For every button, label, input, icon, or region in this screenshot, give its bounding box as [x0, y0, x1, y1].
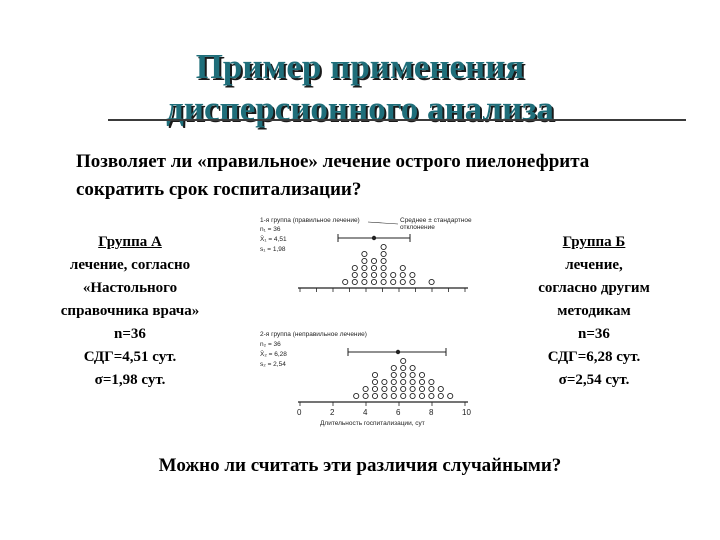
top-panel-label: 1-я группа (правильное лечение): [260, 217, 360, 224]
bottom-group-dot: [382, 386, 387, 391]
bottom-panel-stat: s₂ = 2,54: [260, 361, 286, 368]
group-b-line: СДГ=6,28 сут.: [547, 349, 641, 365]
bottom-group-dot: [372, 386, 377, 391]
bottom-group-dot: [354, 393, 359, 398]
bottom-group-dot: [391, 365, 396, 370]
top-group-dot: [362, 265, 367, 270]
top-group-dot: [410, 272, 415, 277]
top-group-dot: [371, 258, 376, 263]
top-group-dot: [381, 265, 386, 270]
x-tick-label: 8: [429, 408, 434, 417]
bottom-group-dot: [401, 386, 406, 391]
bottom-group-dot: [419, 393, 424, 398]
top-group-dot: [362, 258, 367, 263]
bottom-group-dot: [391, 379, 396, 384]
top-mean-marker: [372, 236, 376, 240]
top-panel-stat: X̄₁ = 4,51: [260, 236, 287, 243]
top-group-dot: [362, 251, 367, 256]
top-group-dot: [371, 265, 376, 270]
group-a-line: σ=1,98 сут.: [94, 372, 166, 388]
bottom-group-dot: [401, 379, 406, 384]
top-group-dot: [381, 272, 386, 277]
slide-title-line-1: Пример применения: [195, 47, 525, 86]
top-group-dot: [381, 251, 386, 256]
top-group-dot: [400, 265, 405, 270]
dot-plot-svg: [248, 210, 488, 430]
bottom-group-dot: [391, 393, 396, 398]
top-group-dot: [429, 279, 434, 284]
top-group-dot: [381, 279, 386, 284]
top-panel-stat: n₁ = 36: [260, 226, 281, 233]
x-tick-label: 4: [363, 408, 368, 417]
bottom-group-dot: [410, 386, 415, 391]
bottom-group-dot: [410, 365, 415, 370]
top-group-dot: [352, 279, 357, 284]
bottom-group-dot: [410, 393, 415, 398]
bottom-group-dot: [410, 372, 415, 377]
bottom-group-dot: [363, 393, 368, 398]
bottom-group-dot: [372, 393, 377, 398]
bottom-group-dot: [419, 386, 424, 391]
bottom-group-dot: [448, 393, 453, 398]
top-group-dot: [352, 265, 357, 270]
legend-leader-line: [368, 222, 398, 224]
x-tick-label: 6: [396, 408, 401, 417]
bottom-panel-stat: X̄₂ = 6,28: [260, 351, 287, 358]
group-a-title: Группа А: [98, 234, 162, 250]
research-question: Позволяет ли «правильное» лечение острого пиелонефрита сократить срок госпитализации?: [76, 151, 590, 200]
bottom-group-dot: [429, 379, 434, 384]
group-b-line: согласно другим: [538, 280, 650, 296]
group-b-title: Группа Б: [562, 234, 626, 250]
bottom-group-dot: [382, 393, 387, 398]
bottom-group-dot: [401, 358, 406, 363]
group-a-line: лечение, согласно: [69, 257, 191, 273]
group-b-line: методикам: [557, 303, 631, 319]
bottom-panel-stat: n₂ = 36: [260, 341, 281, 348]
dot-plot-figure: [248, 210, 488, 430]
final-question: Можно ли считать эти различия случайными?: [158, 455, 562, 476]
bottom-group-dot: [401, 365, 406, 370]
title-divider: [108, 119, 686, 121]
bottom-group-dot: [391, 372, 396, 377]
top-group-dot: [371, 279, 376, 284]
group-a-line: n=36: [114, 326, 146, 342]
slide-title-line-2: дисперсионного анализа: [166, 89, 554, 128]
group-b-line: σ=2,54 сут.: [558, 372, 630, 388]
top-group-dot: [381, 244, 386, 249]
bottom-panel-label: 2-я группа (неправильное лечение): [260, 331, 367, 338]
x-tick-label: 2: [330, 408, 335, 417]
top-group-dot: [352, 272, 357, 277]
group-b-line: n=36: [578, 326, 610, 342]
top-group-dot: [381, 258, 386, 263]
top-group-dot: [400, 279, 405, 284]
bottom-group-dot: [438, 393, 443, 398]
top-group-dot: [400, 272, 405, 277]
group-b-description: [494, 231, 694, 392]
group-a-line: справочника врача»: [60, 303, 200, 319]
bottom-group-dot: [419, 372, 424, 377]
bottom-group-dot: [372, 379, 377, 384]
top-panel-stat: s₁ = 1,98: [260, 246, 286, 253]
bottom-group-dot: [372, 372, 377, 377]
x-tick-label: 0: [297, 408, 302, 417]
x-axis-ticks: [297, 402, 471, 417]
bottom-group-dot: [429, 386, 434, 391]
x-tick-label: 10: [462, 408, 471, 417]
bottom-group-dot: [419, 379, 424, 384]
group-b-line: лечение,: [565, 257, 623, 273]
bottom-group-dot: [438, 386, 443, 391]
top-group-dot: [410, 279, 415, 284]
bottom-group-dot: [410, 379, 415, 384]
group-a-line: «Настольного: [82, 280, 178, 296]
bottom-group-dot: [391, 386, 396, 391]
top-group-dot: [343, 279, 348, 284]
top-panel-legend: Среднее ± стандартное отклонение: [400, 217, 472, 231]
slide-title: [0, 46, 720, 130]
bottom-group-dot: [401, 393, 406, 398]
top-group-dot: [362, 279, 367, 284]
top-group-dot: [362, 272, 367, 277]
bottom-group-dot: [382, 379, 387, 384]
top-group-dot: [391, 279, 396, 284]
bottom-group-dot: [363, 386, 368, 391]
top-group-dot: [391, 272, 396, 277]
group-a-description: [30, 231, 230, 392]
bottom-group-dot: [429, 393, 434, 398]
group-a-line: СДГ=4,51 сут.: [83, 349, 177, 365]
bottom-mean-marker: [396, 350, 400, 354]
x-axis-label: Длительность госпитализации, сут: [320, 420, 425, 427]
top-group-dot: [371, 272, 376, 277]
bottom-group-dot: [401, 372, 406, 377]
